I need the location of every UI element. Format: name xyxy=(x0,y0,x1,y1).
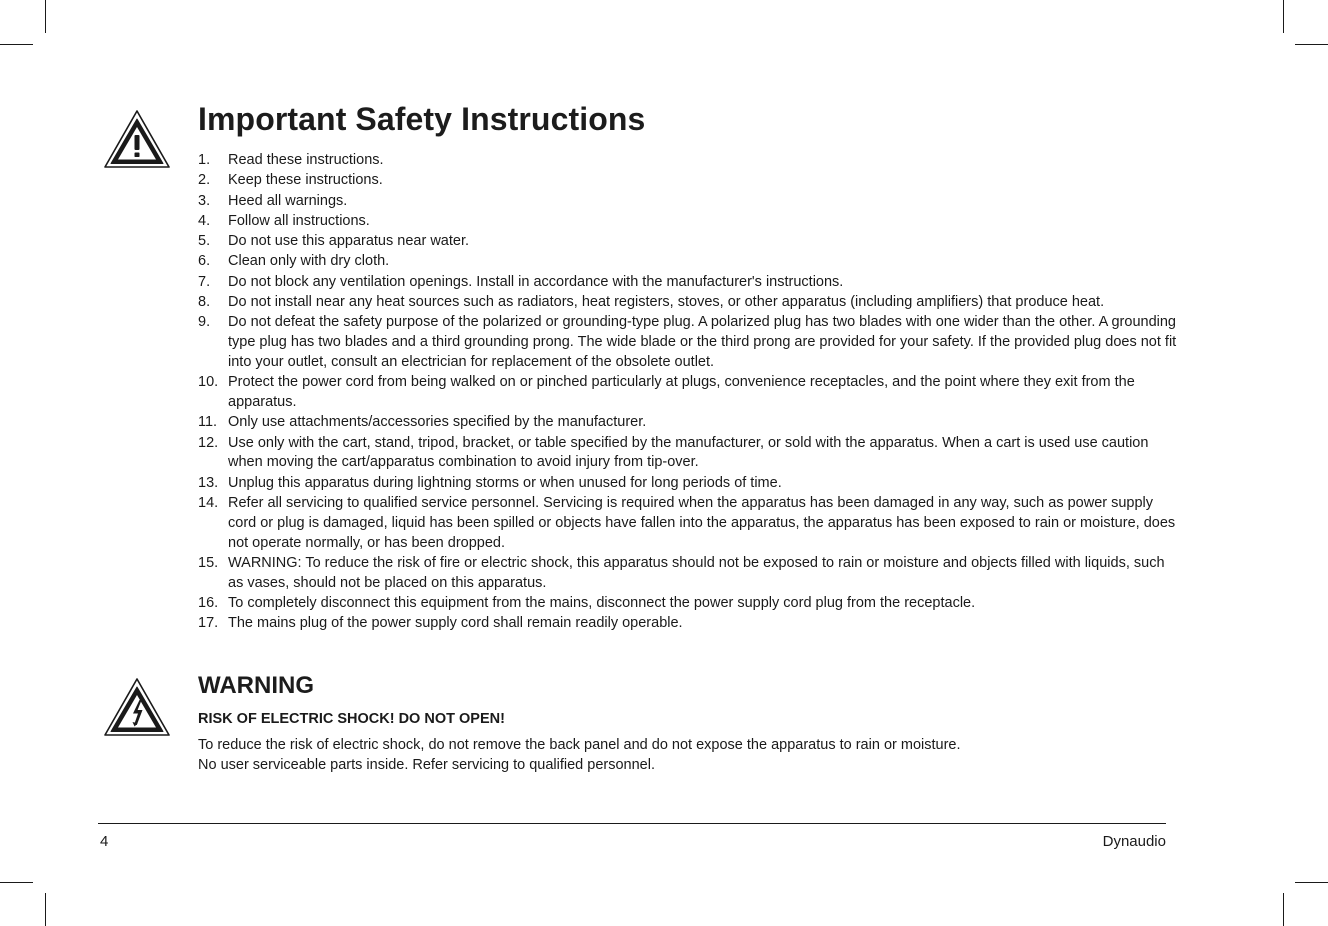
item-number: 14. xyxy=(198,495,219,512)
footer-divider xyxy=(98,823,1166,824)
list-item xyxy=(198,474,1178,494)
list-item xyxy=(198,252,1178,272)
page-title: Important Safety Instructions xyxy=(198,101,646,137)
list-item xyxy=(198,192,1178,212)
crop-mark xyxy=(45,893,46,926)
list-item xyxy=(198,594,1178,614)
brand-name: Dynaudio xyxy=(1102,833,1166,850)
page-number: 4 xyxy=(100,833,109,850)
item-text: Heed all warnings. xyxy=(228,192,348,209)
item-number: 9. xyxy=(198,314,211,331)
item-number: 15. xyxy=(198,554,219,571)
item-text: Follow all instructions. xyxy=(228,212,370,229)
crop-mark xyxy=(1283,0,1284,33)
list-item xyxy=(198,494,1178,553)
item-number: 11. xyxy=(198,414,218,431)
crop-mark xyxy=(1295,882,1328,883)
crop-mark xyxy=(45,0,46,33)
item-text: Do not install near any heat sources such as radiators, heat registers, stoves, or other apparatus (including amplifiers) that produce heat. xyxy=(228,294,1105,311)
warning-line: To reduce the risk of electric shock, do not remove the back panel and do not expose the apparatus to rain or moisture. xyxy=(198,737,961,753)
list-item xyxy=(198,171,1178,191)
crop-mark xyxy=(1283,893,1284,926)
list-item xyxy=(198,434,1178,474)
list-item xyxy=(198,413,1178,433)
list-item xyxy=(198,273,1178,293)
item-number: 1. xyxy=(198,152,211,168)
item-text: Do not defeat the safety purpose of the polarized or grounding-type plug. A polarized plug has two blades with one wider than the other. A grounding type plug has two blades and a third grounding prong. The wide blade or the third prong are provided for your safety. If the provided plug does not fit into your outlet, consult an electrician for replacement of the obsolete outlet. xyxy=(228,314,1177,370)
item-text: Do not use this apparatus near water. xyxy=(228,233,470,250)
crop-mark xyxy=(0,44,33,45)
instruction-list xyxy=(198,151,1178,634)
item-text: The mains plug of the power supply cord shall remain readily operable. xyxy=(228,615,683,632)
item-text: Read these instructions. xyxy=(228,152,384,168)
item-number: 7. xyxy=(198,273,211,290)
item-number: 8. xyxy=(198,294,211,311)
item-number: 17. xyxy=(198,615,219,632)
list-item xyxy=(198,313,1178,372)
item-text: To completely disconnect this equipment from the mains, disconnect the power supply cord plug from the receptacle. xyxy=(228,595,976,612)
item-number: 4. xyxy=(198,212,211,229)
warning-body xyxy=(198,735,961,775)
item-text: Do not block any ventilation openings. Install in accordance with the manufacturer's instructions. xyxy=(228,273,844,290)
caution-triangle-icon xyxy=(103,108,171,170)
item-text: Keep these instructions. xyxy=(228,172,383,189)
list-item xyxy=(198,151,1178,171)
crop-mark xyxy=(1295,44,1328,45)
crop-mark xyxy=(0,882,33,883)
item-text: Clean only with dry cloth. xyxy=(228,253,390,270)
list-item xyxy=(198,373,1178,413)
item-number: 5. xyxy=(198,233,211,250)
warning-line: No user serviceable parts inside. Refer servicing to qualified personnel. xyxy=(198,757,655,773)
item-text: WARNING: To reduce the risk of fire or electric shock, this apparatus should not be exposed to rain or moisture and objects filled with liquids, such as vases, should not be placed on this apparatus. xyxy=(228,554,1165,591)
electric-shock-triangle-icon xyxy=(103,676,171,738)
list-item xyxy=(198,212,1178,232)
list-item xyxy=(198,232,1178,252)
item-number: 3. xyxy=(198,192,211,209)
item-text: Protect the power cord from being walked on or pinched particularly at plugs, convenience receptacles, and the point where they exit from the apparatus. xyxy=(228,374,1135,411)
item-text: Only use attachments/accessories specified by the manufacturer. xyxy=(228,414,647,431)
item-text: Use only with the cart, stand, tripod, bracket, or table specified by the manufacturer, or sold with the apparatus. When a cart is used use caution when moving the cart/apparatus combination to avoid injury from tip-over. xyxy=(228,434,1149,471)
item-number: 12. xyxy=(198,434,219,451)
list-item xyxy=(198,554,1178,594)
item-number: 6. xyxy=(198,253,211,270)
warning-subtitle: RISK OF ELECTRIC SHOCK! DO NOT OPEN! xyxy=(198,711,505,727)
warning-title: WARNING xyxy=(198,672,314,699)
item-number: 10. xyxy=(198,374,219,391)
item-number: 2. xyxy=(198,172,211,189)
item-number: 16. xyxy=(198,595,219,612)
item-number: 13. xyxy=(198,474,219,491)
list-item xyxy=(198,293,1178,313)
list-item xyxy=(198,614,1178,634)
item-text: Unplug this apparatus during lightning storms or when unused for long periods of time. xyxy=(228,474,782,491)
item-text: Refer all servicing to qualified service personnel. Servicing is required when the apparatus has been damaged in any way, such as power supply cord or plug is damaged, liquid has been spilled or objects have fallen into the apparatus, the apparatus has been exposed to rain or moisture, does not operate normally, or has been dropped. xyxy=(228,495,1176,551)
